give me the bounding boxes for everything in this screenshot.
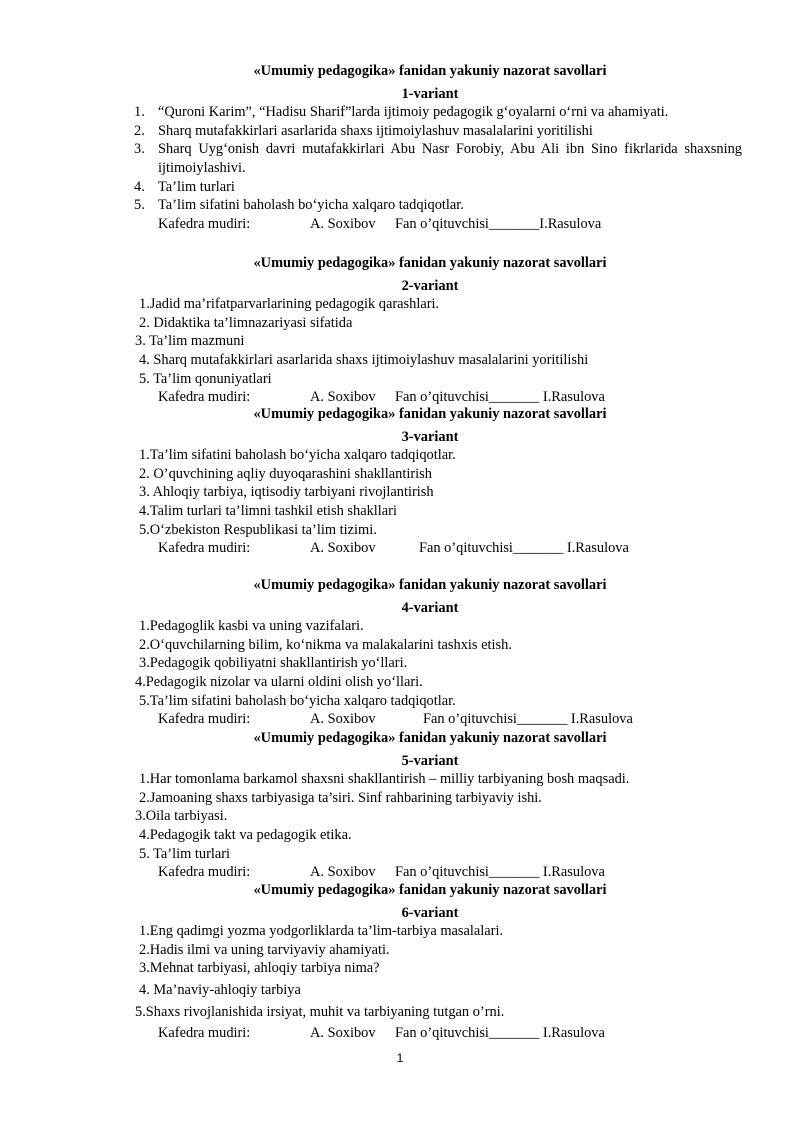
question-item: 4.Pedagogik nizolar va ularni oldini olish yo‘llari. xyxy=(135,673,423,690)
head-label: Kafedra mudiri: xyxy=(158,864,251,881)
question-item: 3.Oila tarbiyasi. xyxy=(135,808,228,825)
variant-section-2 xyxy=(0,254,800,407)
question-item: 2. Sharq mutafakkirlari asarlarida shaxs ijtimoiylashuv masalalarini yoritilishi xyxy=(134,122,593,139)
teacher-signature: Fan o’qituvchisi_______I.Rasulova xyxy=(395,215,602,232)
section-title: «Umumiy pedagogika» fanidan yakuniy nazorat savollari xyxy=(253,406,607,422)
question-item: 4. Ma’naviy-ahloqiy tarbiya xyxy=(139,981,301,998)
question-item: 4.Talim turlari ta’limni tashkil etish shakllari xyxy=(139,502,397,519)
section-title: «Umumiy pedagogika» fanidan yakuniy nazorat savollari xyxy=(253,730,607,746)
question-item: 3. Sharq Uyg‘onish davri mutafakkirlari Abu Nasr Forobiy, Abu Ali ibn Sino fikrlarida shaxsning ijtimoiylashivi. xyxy=(134,141,742,176)
variant-section-1 xyxy=(0,62,800,233)
question-item: 5. Ta’lim turlari xyxy=(139,845,231,862)
question-item: 2. O’quvchining aqliy duyoqarashini shakllantirish xyxy=(139,465,432,482)
question-item: 3.Mehnat tarbiyasi, ahloqiy tarbiya nima? xyxy=(139,960,380,977)
variant-heading: 2-variant xyxy=(401,277,459,294)
head-name: A. Soxibov xyxy=(310,215,376,232)
signature-line xyxy=(0,539,800,558)
question-item: 2.Hadis ilmi va uning tarviyaviy ahamiyati. xyxy=(139,941,390,958)
signature-line xyxy=(0,863,800,882)
head-label: Kafedra mudiri: xyxy=(158,389,251,406)
head-name: A. Soxibov xyxy=(310,1025,376,1042)
head-name: A. Soxibov xyxy=(310,711,376,728)
variant-section-3 xyxy=(0,405,800,558)
question-item: 4. Sharq mutafakkirlari asarlarida shaxs ijtimoiylashuv masalalarini yoritilishi xyxy=(139,351,589,368)
head-label: Kafedra mudiri: xyxy=(158,540,251,557)
question-item: 4.Pedagogik takt va pedagogik etika. xyxy=(139,826,352,843)
teacher-signature: Fan o’qituvchisi_______ I.Rasulova xyxy=(419,540,629,557)
variant-section-4 xyxy=(0,576,800,729)
variant-heading: 6-variant xyxy=(401,904,459,921)
question-item: 2.Jamoaning shaxs tarbiyasiga ta’siri. Sinf rahbarining tarbiyaviy ishi. xyxy=(139,789,542,806)
signature-line xyxy=(0,710,800,729)
question-item: 3.Pedagogik qobiliyatni shakllantirish yo‘llari. xyxy=(139,655,408,672)
page-number: 1 xyxy=(396,1051,404,1065)
signature-line xyxy=(0,1024,800,1043)
head-label: Kafedra mudiri: xyxy=(158,711,251,728)
question-list xyxy=(0,103,800,215)
teacher-signature: Fan o’qituvchisi_______ I.Rasulova xyxy=(395,864,605,881)
variant-heading: 3-variant xyxy=(401,428,459,445)
head-name: A. Soxibov xyxy=(310,389,376,406)
question-item: 1.Eng qadimgi yozma yodgorliklarda ta’lim-tarbiya masalalari. xyxy=(139,923,504,940)
head-name: A. Soxibov xyxy=(310,540,376,557)
question-item: 5.Ta’lim sifatini baholash bo‘yicha xalqaro tadqiqotlar. xyxy=(139,692,456,709)
variant-heading: 1-variant xyxy=(401,85,459,102)
question-item: 2.O‘quvchilarning bilim, ko‘nikma va malakalarini tashxis etish. xyxy=(139,636,512,653)
question-item: 5. Ta’lim sifatini baholash bo‘yicha xalqaro tadqiqotlar. xyxy=(134,197,464,214)
question-item: 1.Ta’lim sifatini baholash bo‘yicha xalqaro tadqiqotlar. xyxy=(139,447,456,464)
section-title: «Umumiy pedagogika» fanidan yakuniy nazorat savollari xyxy=(253,255,607,271)
question-item: 3. Ta’lim mazmuni xyxy=(135,333,245,350)
question-item: 2. Didaktika ta’limnazariyasi sifatida xyxy=(139,314,353,331)
variant-heading: 4-variant xyxy=(401,599,459,616)
question-item: 1.Pedagoglik kasbi va uning vazifalari. xyxy=(139,618,364,635)
section-title: «Umumiy pedagogika» fanidan yakuniy nazorat savollari xyxy=(253,882,607,898)
question-item: 1. “Quroni Karim”, “Hadisu Sharif”larda ijtimoiy pedagogik g‘oyalarni o‘rni va ahamiyati. xyxy=(134,104,669,121)
head-name: A. Soxibov xyxy=(310,864,376,881)
signature-line xyxy=(0,215,800,234)
section-title: «Umumiy pedagogika» fanidan yakuniy nazorat savollari xyxy=(253,577,607,593)
teacher-signature: Fan o’qituvchisi_______ I.Rasulova xyxy=(395,389,605,406)
signature-line xyxy=(0,388,800,407)
head-label: Kafedra mudiri: xyxy=(158,1025,251,1042)
head-label: Kafedra mudiri: xyxy=(158,215,251,232)
section-title: «Umumiy pedagogika» fanidan yakuniy nazorat savollari xyxy=(253,63,607,79)
teacher-signature: Fan o’qituvchisi_______ I.Rasulova xyxy=(423,711,633,728)
question-item: 1.Har tomonlama barkamol shaxsni shakllantirish – milliy tarbiyaning bosh maqsadi. xyxy=(139,771,630,788)
question-item: 5. Ta’lim qonuniyatlari xyxy=(139,370,272,387)
variant-section-6 xyxy=(0,881,800,1043)
question-item: 4. Ta’lim turlari xyxy=(134,178,235,195)
question-item: 3. Ahloqiy tarbiya, iqtisodiy tarbiyani rivojlantirish xyxy=(139,484,434,501)
question-item: 1.Jadid ma’rifatparvarlarining pedagogik qarashlari. xyxy=(139,296,440,313)
question-item: 5.O‘zbekiston Respublikasi ta’lim tizimi. xyxy=(139,521,377,538)
question-item: 5.Shaxs rivojlanishida irsiyat, muhit va tarbiyaning tutgan o’rni. xyxy=(135,1003,505,1020)
teacher-signature: Fan o’qituvchisi_______ I.Rasulova xyxy=(395,1025,605,1042)
variant-section-5 xyxy=(0,729,800,882)
variant-heading: 5-variant xyxy=(401,752,459,769)
